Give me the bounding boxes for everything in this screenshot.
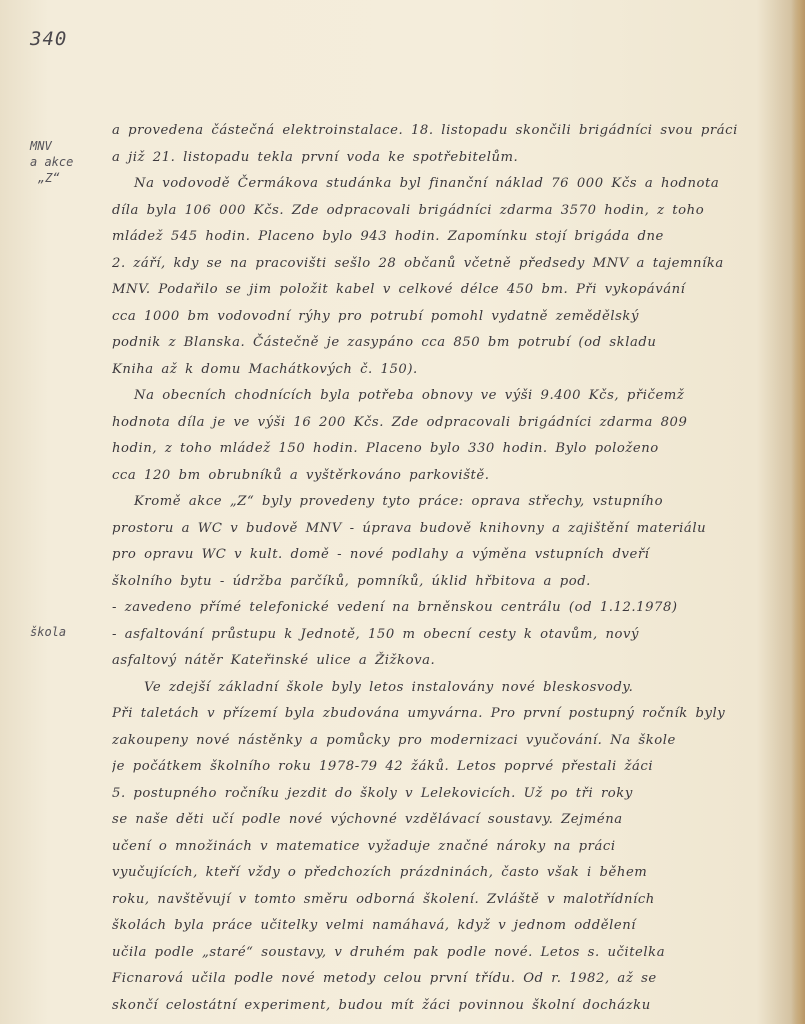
text-line: pro opravu WC v kult. domě - nové podlahy a výměna vstupních dveří [112, 547, 650, 562]
margin-note-line: škola [30, 625, 67, 639]
text-line: hodin, z toho mládež 150 hodin. Placeno bylo 330 hodin. Bylo položeno [112, 441, 659, 456]
text-line: 5. postupného ročníku jezdit do školy v Lelekovicích. Už po tři roky [112, 785, 633, 801]
margin-note-skola [30, 624, 66, 640]
text-line: 2. září, kdy se na pracovišti sešlo 28 občanů včetně předsedy MNV a tajemníka [112, 255, 724, 271]
text-line: Ficnarová učila podle nové metody celou první třídu. Od r. 1982, až se [112, 971, 657, 986]
text-line: a již 21. listopadu tekla první voda ke spotřebitelům. [112, 149, 519, 165]
text-line: Kniha až k domu Machátkových č. 150). [112, 361, 418, 377]
text-line: Kromě akce „Z“ byly provedeny tyto práce: oprava střechy, vstupního [134, 494, 664, 509]
text-line: asfaltový nátěr Kateřinské ulice a Žižkova. [112, 653, 436, 668]
text-line: hodnota díla je ve výši 16 200 Kčs. Zde odpracovali brigádníci zdarma 809 [112, 414, 688, 430]
text-line: podnik z Blanska. Částečně je zasypáno cca 850 bm potrubí (od skladu [112, 335, 657, 350]
text-line: Na obecních chodnících byla potřeba obnovy ve výši 9.400 Kčs, přičemž [134, 388, 685, 403]
margin-note-line: „Z“ [38, 171, 60, 185]
page-number: 340 [30, 28, 68, 50]
text-line: díla byla 106 000 Kčs. Zde odpracovali brigádníci zdarma 3570 hodin, z toho [112, 202, 705, 218]
margin-note-line: MNV [30, 139, 52, 153]
text-line: Na vodovodě Čermákova studánka byl finanční náklad 76 000 Kčs a hodnota [134, 176, 720, 191]
text-line: zakoupeny nové nástěnky a pomůcky pro modernizaci vyučování. Na škole [112, 732, 676, 748]
text-line: školách byla práce učitelky velmi namáhavá, když v jednom oddělení [112, 918, 637, 933]
text-line: školního bytu - údržba parčíků, pomníků, úklid hřbitova a pod. [112, 573, 591, 589]
margin-note-line: a akce [30, 155, 74, 169]
margin-note-mnv-akce [30, 138, 73, 186]
text-line: cca 120 bm obrubníků a vyštěrkováno parkoviště. [112, 467, 490, 483]
text-line: skončí celostátní experiment, budou mít žáci povinnou školní docházku [112, 997, 651, 1013]
handwritten-text-body [112, 118, 792, 1019]
text-line: Ve zdejší základní škole byly letos instalovány nové bleskosvody. [144, 679, 634, 695]
text-line: cca 1000 bm vodovodní rýhy pro potrubí pomohl vydatně zemědělský [112, 308, 639, 324]
text-line: učila podle „staré“ soustavy, v druhém pak podle nové. Letos s. učitelka [112, 944, 666, 960]
text-line: MNV. Podařilo se jim položit kabel v celkové délce 450 bm. Při vykopávání [112, 282, 686, 297]
page-binding-edge [791, 0, 805, 1024]
text-line: mládež 545 hodin. Placeno bylo 943 hodin. Zapomínku stojí brigáda dne [112, 229, 664, 244]
text-line: - asfaltování průstupu k Jednotě, 150 m obecní cesty k otavům, nový [112, 626, 639, 642]
text-line: prostoru a WC v budově MNV - úprava budově knihovny a zajištění materiálu [112, 520, 707, 536]
text-line: roku, navštěvují v tomto směru odborná školení. Zvláště v malotřídních [112, 891, 655, 907]
text-line: - zavedeno přímé telefonické vedení na brněnskou centrálu (od 1.12.1978) [112, 600, 678, 615]
text-line: vyučujících, kteří vždy o předchozích prázdninách, často však i během [112, 865, 648, 880]
text-line: Při taletách v přízemí byla zbudována umyvárna. Pro první postupný ročník byly [112, 706, 726, 721]
text-line: učení o množinách v matematice vyžaduje značné nároky na práci [112, 838, 616, 854]
text-line: a provedena částečná elektroinstalace. 18. listopadu skončili brigádníci svou práci [112, 123, 738, 138]
text-line: se naše děti učí podle nové výchovné vzdělávací soustavy. Zejména [112, 812, 623, 827]
text-line: je počátkem školního roku 1978-79 42 žáků. Letos poprvé přestali žáci [112, 759, 654, 774]
